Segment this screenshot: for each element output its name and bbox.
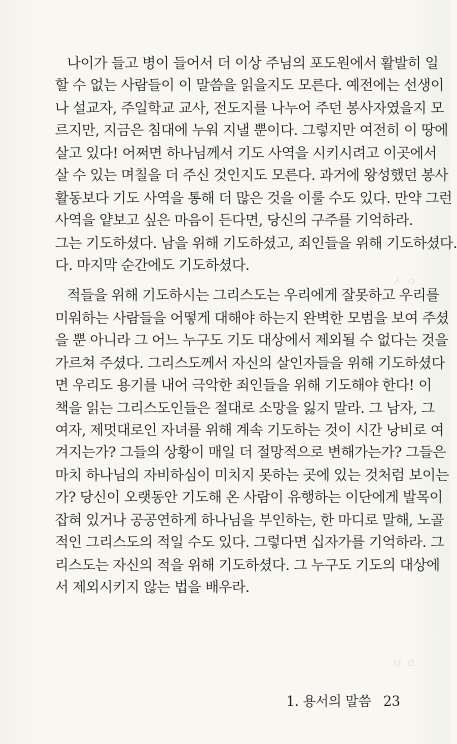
- text-line: 활동보다 기도 사역을 통해 더 많은 것을 이룰 수도 있다. 만약 그런: [55, 190, 453, 207]
- text-line: 미워하는 사람들을 어떻게 대해야 하는지 완벽한 모범을 보여 주셨: [55, 310, 449, 327]
- text-line: 살고 있다! 어쩌면 하나님께서 기도 사역을 시키시려고 이곳에서: [55, 145, 437, 162]
- text-line: 다. 마지막 순간에도 기도하셨다.: [55, 257, 250, 274]
- text-line: 책을 읽는 그리스도인들은 절대로 소망을 잃지 말라. 그 남자, 그: [55, 400, 435, 417]
- text-line: 르지만, 지금은 침대에 누워 지낼 뿐이다. 그렇지만 여전히 이 땅에: [55, 123, 448, 140]
- text-line: 나이가 들고 병이 들어서 더 이상 주님의 포도원에서 활발히 일: [67, 56, 439, 72]
- text-line: 서 제외시키지 않는 법을 배우라.: [55, 580, 250, 597]
- show-through-mark: ㅅ ㅇ: [392, 275, 417, 288]
- text-line: 면 우리도 용기를 내어 극악한 죄인들을 위해 기도해야 한다! 이: [55, 378, 432, 395]
- text-line: 잡혀 있거나 공공연하게 하나님을 부인하는, 한 마디로 말해, 노골: [55, 512, 444, 529]
- text-line: 겨지는가? 그들의 상황이 매일 더 절망적으로 변해가는가? 그들은: [55, 445, 446, 462]
- text-line: 리스도는 자신의 적을 위해 기도하셨다. 그 누구도 기도의 대상에: [55, 557, 440, 574]
- text-line: 그는 기도하셨다. 남을 위해 기도하셨고, 죄인들을 위해 기도하셨다.: [55, 235, 457, 252]
- page-number: 23: [383, 694, 400, 710]
- text-line: 나 설교자, 주일학교 교사, 전도지를 나누어 주던 봉사자였을지 모: [55, 100, 444, 117]
- paragraph-gap: [55, 277, 385, 285]
- text-line: 살 수 있는 며칠을 더 주신 것인지도 모른다. 과거에 왕성했던 봉사: [55, 168, 448, 185]
- show-through-mark: ㅂ ㄹ: [392, 657, 417, 670]
- text-line: 사역을 얕보고 싶은 마음이 든다면, 당신의 구주를 기억하라.: [55, 213, 413, 230]
- text-line: 여자, 제멋대로인 자녀를 위해 계속 기도하는 것이 시간 낭비로 여: [55, 423, 444, 439]
- running-footer-chapter: 1. 용서의 말씀: [286, 694, 372, 710]
- text-line: 마치 하나님의 자비하심이 미치지 못하는 곳에 있는 것처럼 보이는: [55, 467, 449, 484]
- text-line: 할 수 없는 사람들이 이 말씀을 읽을지도 모른다. 예전에는 선생이: [55, 78, 444, 95]
- page-footer: [286, 690, 400, 710]
- text-line: 을 뿐 아니라 그 어느 누구도 기도 대상에서 제외될 수 없다는 것을: [55, 333, 448, 350]
- text-line: 가? 당신이 오랫동안 기도해 온 사람이 유행하는 이단에게 발목이: [55, 490, 443, 507]
- text-line: 적들을 위해 기도하시는 그리스도는 우리에게 잘못하고 우리를: [67, 288, 440, 305]
- text-line: 적인 그리스도의 적일 수도 있다. 그렇다면 십자가를 기억하라. 그: [55, 535, 444, 552]
- text-line: 가르쳐 주셨다. 그리스도께서 자신의 살인자들을 위해 기도하셨다: [55, 355, 445, 372]
